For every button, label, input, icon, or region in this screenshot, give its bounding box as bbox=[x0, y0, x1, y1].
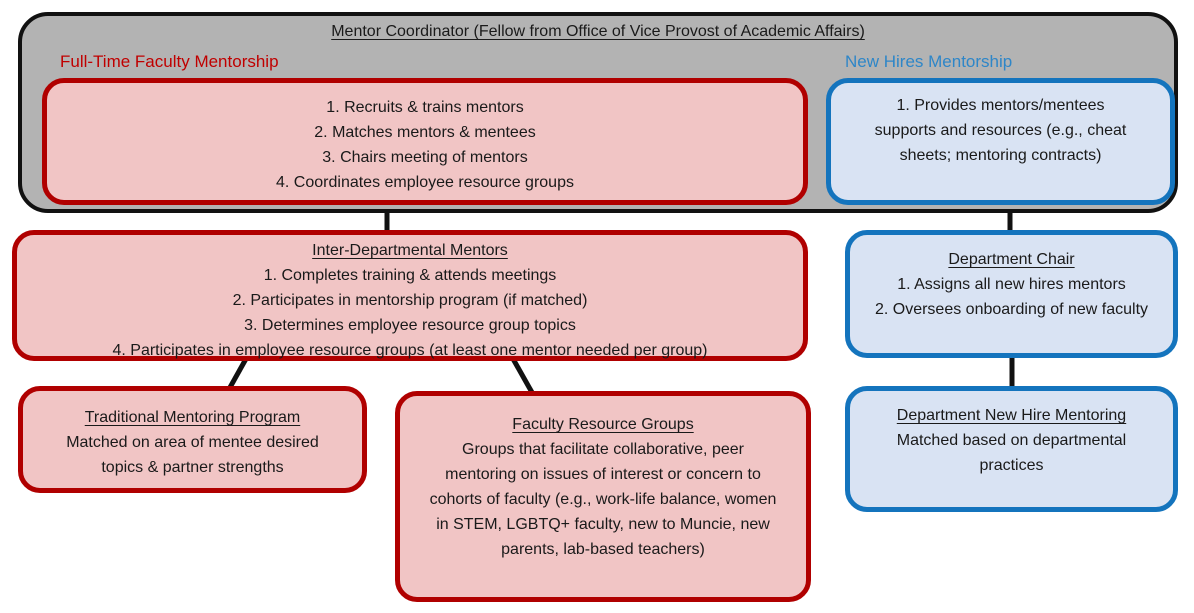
traditional-mentoring-program-title: Traditional Mentoring Program bbox=[84, 409, 301, 426]
faculty-resource-groups-text: Groups that facilitate collaborative, peer mentoring on issues of interest or concern to cohorts of faculty (e.g., work-life balance, women in STEM, LGBTQ+ faculty, new to Muncie, new parents, lab-based teachers) bbox=[429, 441, 777, 558]
faculty-resource-groups-title: Faculty Resource Groups bbox=[512, 416, 694, 433]
list-item: 3. Determines employee resource group topics bbox=[244, 317, 576, 334]
department-new-hire-mentoring-text: Matched based on departmental practices bbox=[896, 432, 1127, 474]
department-chair-duty-list bbox=[864, 272, 1159, 322]
inter-departmental-duty-list bbox=[25, 263, 795, 363]
list-item: 4. Coordinates employee resource groups bbox=[276, 174, 574, 191]
list-item: 2. Participates in mentorship program (if matched) bbox=[232, 292, 588, 309]
coordinator-title: Mentor Coordinator (Fellow from Office of Vice Provost of Academic Affairs) bbox=[331, 23, 865, 40]
newhires-box-text: 1. Provides mentors/mentees supports and resources (e.g., cheat sheets; mentoring contracts) bbox=[874, 97, 1127, 164]
fulltime-faculty-box bbox=[42, 78, 808, 205]
list-item: 2. Oversees onboarding of new faculty bbox=[874, 301, 1149, 318]
list-item: 1. Assigns all new hires mentors bbox=[897, 276, 1126, 293]
inter-departmental-mentors-title: Inter-Departmental Mentors bbox=[312, 242, 508, 259]
faculty-resource-groups-box bbox=[395, 391, 811, 602]
list-item: 4. Participates in employee resource groups (at least one mentor needed per group) bbox=[112, 342, 708, 359]
traditional-mentoring-program-text: Matched on area of mentee desired topics & partner strengths bbox=[66, 434, 319, 476]
department-chair-box bbox=[845, 230, 1178, 358]
list-item: 2. Matches mentors & mentees bbox=[314, 124, 536, 141]
newhires-box bbox=[826, 78, 1175, 205]
newhires-mentorship-label: New Hires Mentorship bbox=[845, 52, 1013, 71]
department-new-hire-mentoring-box bbox=[845, 386, 1178, 512]
list-item: 1. Recruits & trains mentors bbox=[326, 99, 524, 116]
list-item: 1. Completes training & attends meetings bbox=[263, 267, 557, 284]
fulltime-mentorship-label: Full-Time Faculty Mentorship bbox=[60, 52, 279, 71]
fulltime-faculty-duty-list bbox=[47, 95, 803, 195]
traditional-mentoring-program-box bbox=[18, 386, 367, 493]
department-chair-title: Department Chair bbox=[948, 251, 1075, 268]
inter-departmental-mentors-box bbox=[12, 230, 808, 361]
list-item: 3. Chairs meeting of mentors bbox=[322, 149, 528, 166]
department-new-hire-mentoring-title: Department New Hire Mentoring bbox=[896, 407, 1127, 424]
mentor-coordinator-container bbox=[18, 12, 1178, 213]
